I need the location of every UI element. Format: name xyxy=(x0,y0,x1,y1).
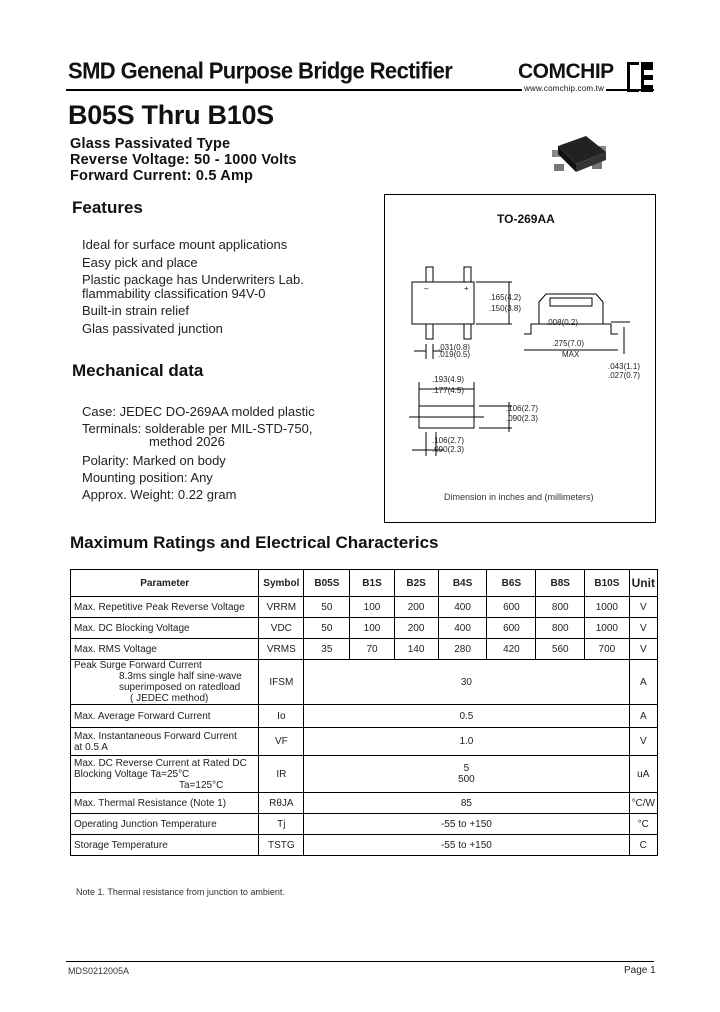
unit-cell: A xyxy=(629,660,657,705)
parameter-cell xyxy=(71,756,259,793)
brand-name: COMCHIP xyxy=(518,60,614,83)
footer-rule xyxy=(66,961,654,962)
brand-url: www.comchip.com.tw xyxy=(524,84,605,93)
col-unit: Unit xyxy=(629,570,657,597)
unit-cell: C xyxy=(629,835,657,856)
value-span-cell xyxy=(304,814,629,835)
value-cell: 420 xyxy=(487,639,536,660)
parameter-cell xyxy=(71,597,259,618)
value-span-cell xyxy=(304,793,629,814)
value-cell: 140 xyxy=(394,639,438,660)
dim-label: .193(4.9) xyxy=(432,375,465,384)
mechanical-item: Polarity: Marked on body xyxy=(82,453,226,468)
feature-item: Built-in strain relief xyxy=(82,303,189,318)
col-b6s: B6S xyxy=(487,570,536,597)
value-span-cell xyxy=(304,728,629,756)
value-line: 500 xyxy=(458,774,475,785)
value-cell: 600 xyxy=(487,597,536,618)
spec-type: Glass Passivated Type xyxy=(70,136,231,152)
value-line: 1.0 xyxy=(459,736,474,747)
mechanical-item: Case: JEDEC DO-269AA molded plastic xyxy=(82,404,315,419)
parameter-line: Max. DC Reverse Current at Rated DC xyxy=(74,757,247,769)
symbol-cell: TSTG xyxy=(259,835,304,856)
parameter-line: ( JEDEC method) xyxy=(130,693,209,704)
col-symbol: Symbol xyxy=(259,570,304,597)
dim-label: .106(2.7) xyxy=(432,436,465,445)
unit-cell: V xyxy=(629,728,657,756)
feature-item: Ideal for surface mount applications xyxy=(82,237,288,252)
value-cell: 400 xyxy=(438,618,487,639)
value-cell: 35 xyxy=(304,639,350,660)
dim-label: .106(2.7) xyxy=(506,404,539,413)
value-span-cell xyxy=(304,705,629,728)
parameter-cell xyxy=(71,618,259,639)
parameter-cell xyxy=(71,793,259,814)
dim-label: .019(0.5) xyxy=(438,350,471,359)
value-line: -55 to +150 xyxy=(440,818,492,830)
value-span-cell xyxy=(304,756,629,793)
col-b05s: B05S xyxy=(304,570,350,597)
value-cell: 100 xyxy=(350,618,394,639)
dim-label: .043(1.1) xyxy=(608,362,641,371)
symbol-cell: RθJA xyxy=(259,793,304,814)
parameter-line: 8.3ms single half sine-wave xyxy=(119,671,242,682)
page-number: Page 1 xyxy=(624,965,656,976)
table-row xyxy=(71,814,658,835)
table-row xyxy=(71,597,658,618)
dim-label: .090(2.3) xyxy=(432,445,465,454)
unit-cell: V xyxy=(629,597,657,618)
parameter-cell xyxy=(71,660,259,705)
symbol-cell: Io xyxy=(259,705,304,728)
value-line: 0.5 xyxy=(459,710,474,722)
value-line: -55 to +150 xyxy=(440,839,492,851)
dim-label: .027(0.7) xyxy=(608,371,641,380)
symbol-cell: IFSM xyxy=(259,660,304,705)
table-row xyxy=(71,639,658,660)
ratings-table xyxy=(70,569,658,856)
parameter-line: Max. Repetitive Peak Reverse Voltage xyxy=(74,601,245,613)
col-b10s: B10S xyxy=(585,570,629,597)
table-row xyxy=(71,793,658,814)
parameter-cell xyxy=(71,835,259,856)
parameter-line: Ta=125°C xyxy=(179,779,224,791)
parameter-line: Max. RMS Voltage xyxy=(74,643,157,655)
value-cell: 50 xyxy=(304,618,350,639)
mechanical-item: Mounting position: Any xyxy=(82,470,213,485)
unit-cell: A xyxy=(629,705,657,728)
table-note: Note 1. Thermal resistance from junction to ambient. xyxy=(76,887,285,897)
symbol-cell: VRMS xyxy=(259,639,304,660)
unit-cell: V xyxy=(629,618,657,639)
spec-voltage: Reverse Voltage: 50 - 1000 Volts xyxy=(70,152,297,168)
value-line: 85 xyxy=(460,797,472,809)
feature-item: Glas passivated junction xyxy=(82,321,223,336)
parameter-line: Max. Average Forward Current xyxy=(74,710,211,722)
document-title: SMD Genenal Purpose Bridge Rectifier xyxy=(68,57,453,84)
document-code: MDS0212005A xyxy=(68,966,130,976)
mechanical-item: method 2026 xyxy=(149,434,225,449)
value-cell: 200 xyxy=(394,618,438,639)
table-row xyxy=(71,705,658,728)
value-cell: 800 xyxy=(536,618,585,639)
value-cell: 400 xyxy=(438,597,487,618)
value-cell: 700 xyxy=(585,639,629,660)
parameter-line: at 0.5 A xyxy=(74,741,108,753)
dim-label: .177(4.5) xyxy=(432,386,465,395)
part-number-title: B05S Thru B10S xyxy=(68,100,274,130)
symbol-cell: VF xyxy=(259,728,304,756)
value-cell: 1000 xyxy=(585,618,629,639)
col-b8s: B8S xyxy=(536,570,585,597)
value-cell: 1000 xyxy=(585,597,629,618)
value-span-cell xyxy=(304,835,629,856)
polarity-plus: + xyxy=(464,284,469,293)
feature-item: Easy pick and place xyxy=(82,255,198,270)
parameter-line: Max. DC Blocking Voltage xyxy=(74,622,190,634)
mechanical-item: Terminals: solderable per MIL-STD-750, xyxy=(82,421,313,436)
diagram-label: TO-269AA xyxy=(497,212,555,226)
col-b4s: B4S xyxy=(438,570,487,597)
symbol-cell: IR xyxy=(259,756,304,793)
value-line: 30 xyxy=(460,676,472,688)
parameter-line: Operating Junction Temperature xyxy=(74,818,217,830)
features-heading: Features xyxy=(72,198,143,217)
value-span-cell xyxy=(304,660,629,705)
parameter-line: Blocking Voltage Ta=25°C xyxy=(74,768,190,780)
dim-label: .031(0.8) xyxy=(438,343,471,352)
spec-current: Forward Current: 0.5 Amp xyxy=(70,168,254,184)
value-cell: 70 xyxy=(350,639,394,660)
value-cell: 200 xyxy=(394,597,438,618)
table-row xyxy=(71,756,658,793)
dim-label: .008(0.2) xyxy=(546,318,579,327)
dim-label: MAX xyxy=(562,350,580,359)
parameter-line: Max. Instantaneous Forward Current xyxy=(74,730,237,742)
parameter-line: Storage Temperature xyxy=(74,839,168,851)
value-cell: 800 xyxy=(536,597,585,618)
parameter-line: superimposed on ratedload xyxy=(119,682,241,693)
col-parameter: Parameter xyxy=(71,570,259,597)
col-b2s: B2S xyxy=(394,570,438,597)
value-cell: 100 xyxy=(350,597,394,618)
dimension-note: Dimension in inches and (millimeters) xyxy=(444,492,594,502)
feature-item: flammability classification 94V-0 xyxy=(82,286,266,301)
symbol-cell: VDC xyxy=(259,618,304,639)
parameter-line: Peak Surge Forward Current xyxy=(74,660,202,671)
value-cell: 560 xyxy=(536,639,585,660)
brand-logo-icon xyxy=(627,62,653,92)
table-row xyxy=(71,618,658,639)
feature-item: Plastic package has Underwriters Lab. xyxy=(82,272,304,287)
symbol-cell: Tj xyxy=(259,814,304,835)
value-line: 5 xyxy=(463,763,470,774)
table-row xyxy=(71,835,658,856)
parameter-cell xyxy=(71,705,259,728)
value-cell: 50 xyxy=(304,597,350,618)
dim-label: .090(2.3) xyxy=(506,414,539,423)
dimension-drawing xyxy=(384,194,656,523)
parameter-cell xyxy=(71,639,259,660)
mechanical-heading: Mechanical data xyxy=(72,361,204,380)
col-b1s: B1S xyxy=(350,570,394,597)
table-row xyxy=(71,728,658,756)
polarity-minus: – xyxy=(424,284,429,293)
dim-label: .165(4.2) xyxy=(489,293,522,302)
mechanical-item: Approx. Weight: 0.22 gram xyxy=(82,487,237,502)
symbol-cell: VRRM xyxy=(259,597,304,618)
unit-cell: uA xyxy=(629,756,657,793)
parameter-cell xyxy=(71,728,259,756)
dim-label: .275(7.0) xyxy=(552,339,585,348)
unit-cell: °C/W xyxy=(629,793,657,814)
value-cell: 600 xyxy=(487,618,536,639)
parameter-cell xyxy=(71,814,259,835)
table-row xyxy=(71,660,658,705)
dim-label: .150(3.8) xyxy=(489,304,522,313)
unit-cell: °C xyxy=(629,814,657,835)
table-header-row xyxy=(71,570,658,597)
ratings-heading: Maximum Ratings and Electrical Characterics xyxy=(70,533,439,552)
package-photo-icon xyxy=(548,132,610,180)
unit-cell: V xyxy=(629,639,657,660)
parameter-line: Max. Thermal Resistance (Note 1) xyxy=(74,797,227,809)
value-cell: 280 xyxy=(438,639,487,660)
